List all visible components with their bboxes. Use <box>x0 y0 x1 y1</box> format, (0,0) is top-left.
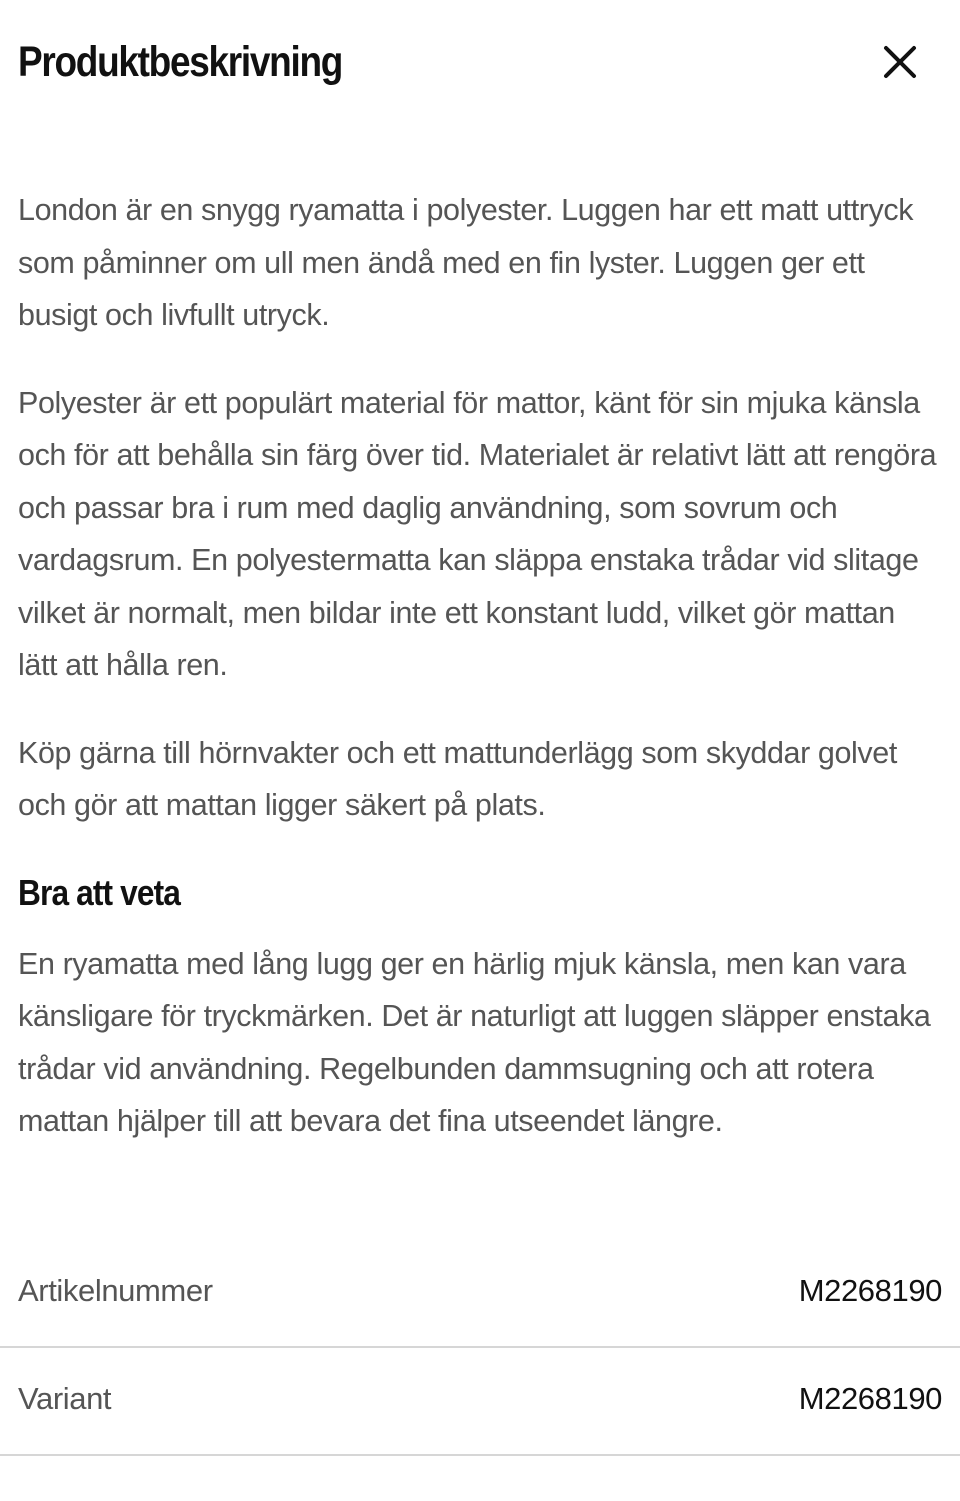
good-to-know-text: En ryamatta med lång lugg ger en härlig mjuk känsla, men kan vara känsligare för tryckmärken. Det är naturligt att luggen släpper enstaka trådar vid användning. Regelbunden dammsugning och att rotera mattan hjälper till att bevara det fina utseendet längre. <box>18 946 931 1138</box>
description-paragraph: Köp gärna till hörnvakter och ett mattunderlägg som skyddar golvet och gör att mattan ligger säkert på plats. <box>18 735 897 822</box>
close-button[interactable] <box>870 32 930 92</box>
good-to-know-heading: Bra att veta <box>18 871 181 913</box>
spec-row-article-number <box>0 1240 960 1348</box>
modal-header <box>0 0 960 125</box>
spec-value: M2268190 <box>798 1273 942 1308</box>
spec-table <box>0 1240 960 1456</box>
spec-value: M2268190 <box>798 1381 942 1416</box>
close-icon <box>882 44 918 80</box>
description-paragraph: Polyester är ett populärt material för mattor, känt för sin mjuka känsla och för att behålla sin färg över tid. Materialet är relativt lätt att rengöra och passar bra i rum med daglig användning, som sovrum och vardagsrum. En polyestermatta kan släppa enstaka trådar vid slitage vilket är normalt, men bildar inte ett konstant ludd, vilket gör mattan lätt att hålla ren. <box>18 385 937 682</box>
description-paragraph: London är en snygg ryamatta i polyester. Luggen har ett matt uttryck som påminner om ull men ändå med en fin lyster. Luggen ger ett busigt och livfullt utryck. <box>18 193 914 332</box>
product-description <box>18 184 942 1148</box>
spec-label: Artikelnummer <box>18 1273 213 1308</box>
spec-label: Variant <box>18 1381 112 1416</box>
page-title: Produktbeskrivning <box>18 38 343 86</box>
spec-row-variant <box>0 1348 960 1456</box>
